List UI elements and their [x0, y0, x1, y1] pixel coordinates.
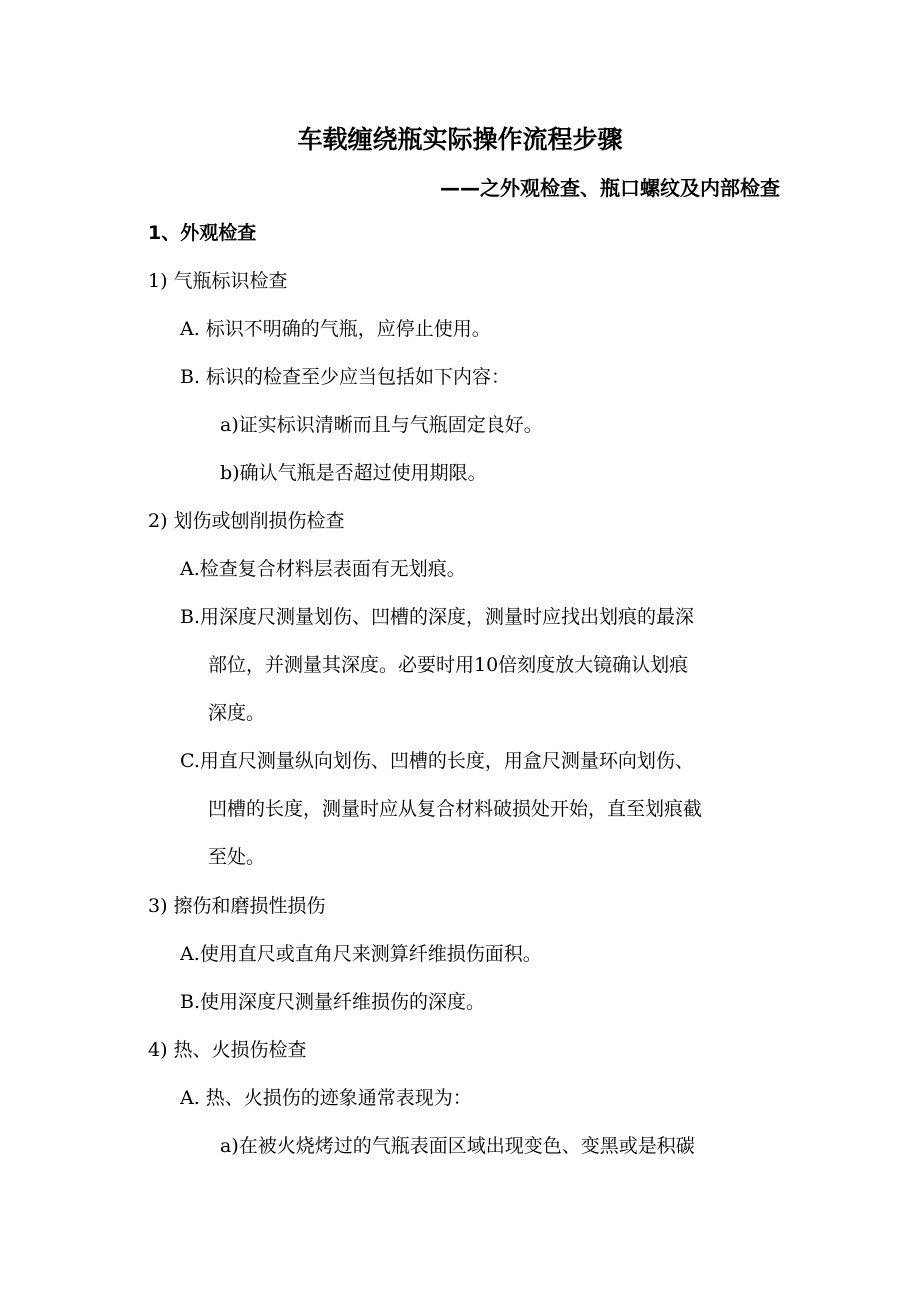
list-item: A.使用直尺或直角尺来测算纤维损伤面积。: [180, 943, 542, 965]
document-subtitle: ——之外观检查、瓶口螺纹及内部检查: [440, 176, 780, 200]
list-item: B.使用深度尺测量纤维损伤的深度。: [180, 991, 486, 1013]
list-item-continued: 凹槽的长度，测量时应从复合材料破损处开始，直至划痕截: [208, 798, 703, 820]
list-item-continued: 部位，并测量其深度。必要时用10倍刻度放大镜确认划痕: [208, 654, 689, 676]
list-item: A. 标识不明确的气瓶，应停止使用。: [180, 318, 491, 340]
list-item: a)在被火烧烤过的气瓶表面区域出现变色、变黑或是积碳: [220, 1135, 695, 1157]
list-item-continued: 深度。: [208, 702, 266, 724]
list-item: C.用直尺测量纵向划伤、凹槽的长度，用盒尺测量环向划伤、: [180, 750, 694, 772]
list-item: A.检查复合材料层表面有无划痕。: [180, 558, 466, 580]
list-item: B.用深度尺测量划伤、凹槽的深度，测量时应找出划痕的最深: [180, 606, 695, 628]
subsection-heading: 2) 划伤或刨削损伤检查: [148, 510, 345, 532]
subsection-heading: 1) 气瓶标识检查: [148, 270, 288, 292]
section-heading: 1、外观检查: [148, 222, 257, 244]
list-item-continued: 至处。: [208, 846, 266, 868]
list-item: b)确认气瓶是否超过使用期限。: [220, 462, 487, 484]
list-item: a)证实标识清晰而且与气瓶固定良好。: [220, 414, 543, 436]
list-item: B. 标识的检查至少应当包括如下内容：: [180, 366, 511, 388]
list-item: A. 热、火损伤的迹象通常表现为：: [180, 1087, 472, 1109]
document-title: 车载缠绕瓶实际操作流程步骤: [297, 125, 623, 154]
subsection-heading: 3) 擦伤和磨损性损伤: [148, 895, 326, 917]
subsection-heading: 4) 热、火损伤检查: [148, 1039, 307, 1061]
